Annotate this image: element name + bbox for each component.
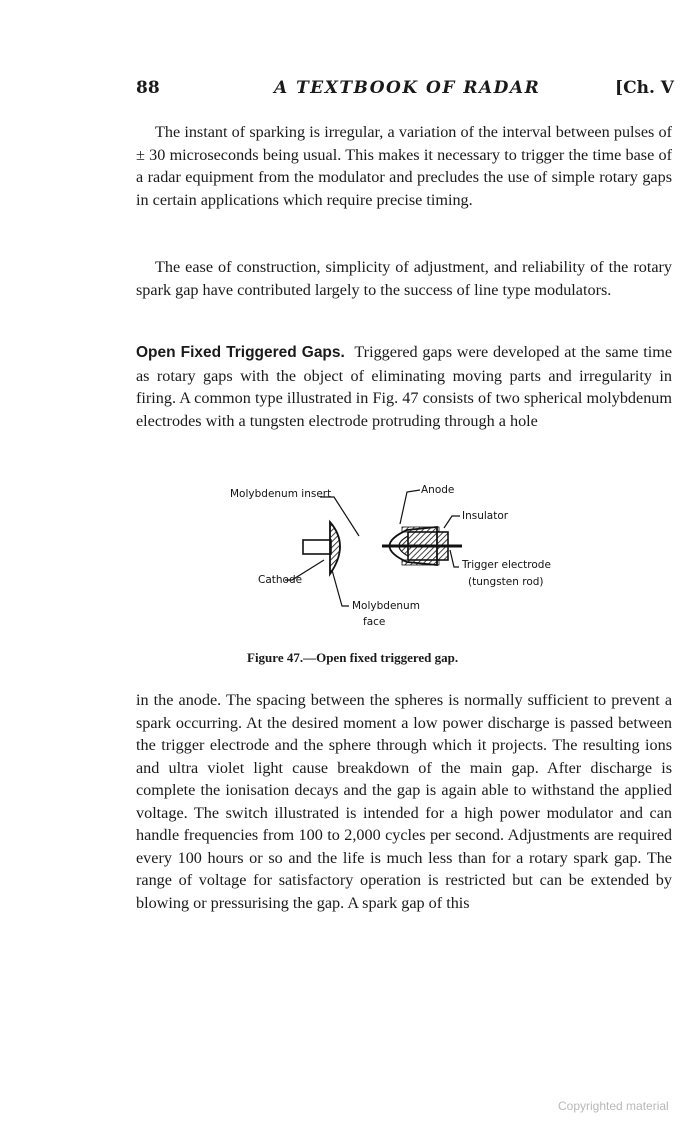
cathode-stem xyxy=(303,540,331,554)
chapter-label: [Ch. V xyxy=(615,78,674,98)
leader-insulator xyxy=(444,516,460,528)
paragraph-3 xyxy=(136,341,672,432)
label-molybdenum-insert: Molybdenum insert xyxy=(230,488,332,500)
label-tungsten-rod: (tungsten rod) xyxy=(468,576,544,588)
leader-face xyxy=(332,570,349,606)
book-title: A TEXTBOOK OF RADAR xyxy=(274,78,541,98)
cathode-dome xyxy=(330,522,340,574)
paragraph-text: The ease of construction, simplicity of adjustment, and reliability of the rotary spark gap have contributed largely to the success of line type modulators. xyxy=(136,258,672,299)
running-header xyxy=(136,78,674,100)
paragraph-4 xyxy=(136,689,672,914)
figure-47 xyxy=(222,470,592,640)
paragraph-text: The instant of sparking is irregular, a variation of the interval between pulses of ± 30 microseconds being usual. This makes it necessary to trigger the time base of a radar equipment from the modulator and precludes the use of simple rotary gaps in certain applications which require precise timing. xyxy=(136,123,672,209)
paragraph-2 xyxy=(136,256,672,301)
label-face: face xyxy=(363,616,386,628)
label-anode: Anode xyxy=(421,484,455,496)
figure-caption: Figure 47.—Open fixed triggered gap. xyxy=(247,650,459,665)
label-molybdenum-face: Molybdenum xyxy=(352,600,420,612)
paragraph-1 xyxy=(136,121,672,211)
label-insulator: Insulator xyxy=(462,510,509,522)
label-trigger-electrode: Trigger electrode xyxy=(462,559,551,571)
label-cathode: Cathode xyxy=(258,574,303,586)
page-number: 88 xyxy=(136,78,160,98)
leader-anode xyxy=(400,490,420,524)
paragraph-text: Triggered gaps were developed at the same time as rotary gaps with the object of eliminating moving parts and irregularity in firing. A common type illustrated in Fig. 47 consists of two spherical molybdenum electrodes with a tungsten electrode protruding through a hole xyxy=(136,343,673,430)
section-heading: Open Fixed Triggered Gaps. xyxy=(136,344,345,361)
leader-trigger xyxy=(450,550,459,567)
paragraph-text: in the anode. The spacing between the spheres is normally sufficient to prevent a spark occurring. At the desired moment a low power discharge is passed between the trigger electrode and the sphere through which it projects. The resulting ions and ultra violet light cause breakdown of the main gap. After discharge is complete the ionisation decays and the gap is again able to withstand the applied voltage. The switch illustrated is intended for a high power modulator and can handle frequencies from 100 to 2,000 cycles per second. Adjustments are required every 100 hours or so and the life is much less than for a rotary spark gap. The range of voltage for satisfactory operation is restricted but can be extended by blowing or pressurising the gap. A spark gap of this xyxy=(136,691,672,912)
leader-insert xyxy=(320,497,359,536)
copyright-watermark: Copyrighted material xyxy=(558,1099,669,1113)
